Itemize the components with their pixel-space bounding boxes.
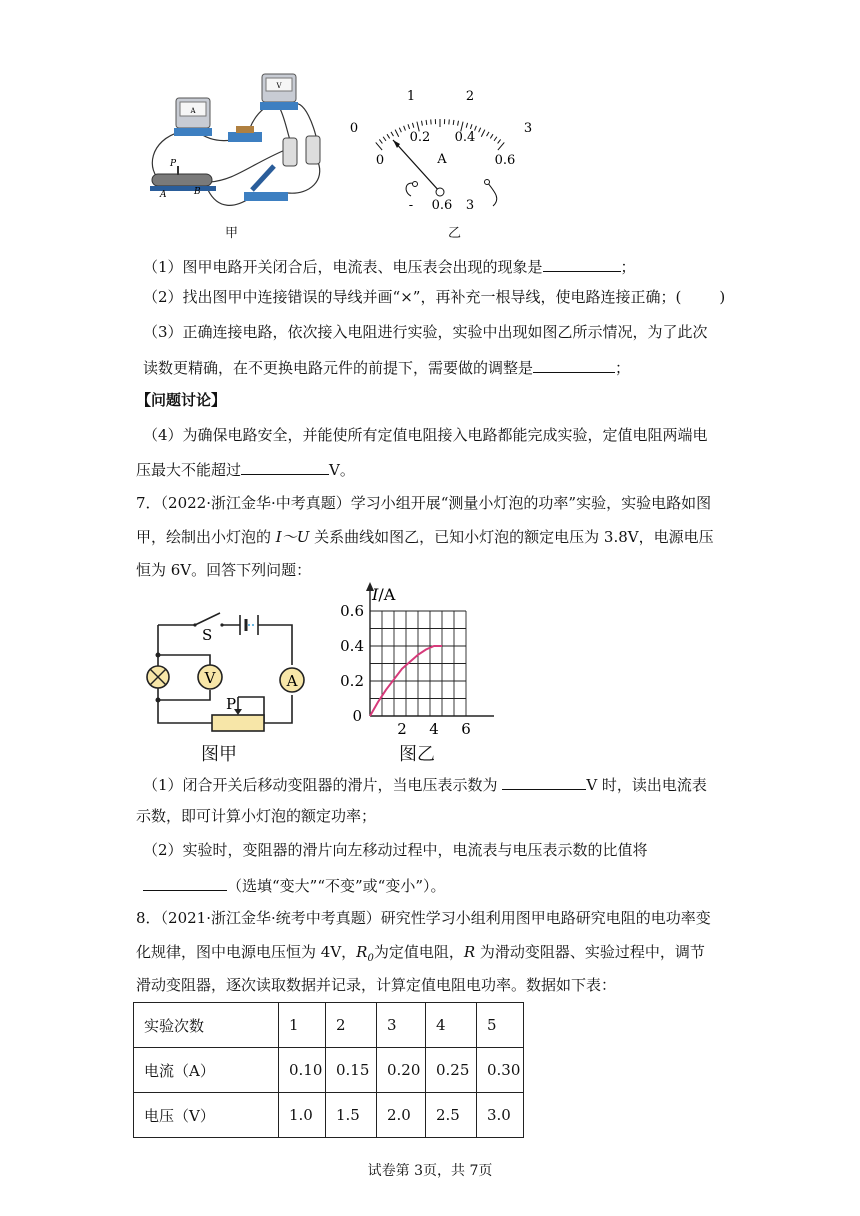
dial-tick	[391, 132, 393, 136]
table-cell: 3.0	[477, 1093, 524, 1138]
dial-tick	[376, 142, 382, 150]
table-row	[134, 1048, 524, 1093]
table-cell: 3	[377, 1003, 426, 1048]
x-tick-label: 4	[429, 720, 439, 738]
dial-top-2: 2	[465, 89, 475, 104]
rheostat-device	[150, 159, 216, 200]
x-tick-label: 2	[397, 720, 407, 738]
q7-part2-line1: （2）实验时，变阻器的滑片向左移动过程中，电流表与电压表示数的比值将	[143, 841, 648, 859]
q6-blank-3[interactable]	[533, 356, 615, 373]
table-cell: 0.30	[477, 1048, 524, 1093]
ammeter-tag: A	[190, 107, 196, 115]
battery-2	[306, 136, 320, 164]
ammeter-symbol	[280, 668, 304, 692]
table-cell: 1.5	[326, 1093, 377, 1138]
dial-tick	[408, 124, 410, 129]
data-table	[133, 1002, 524, 1138]
table-row	[134, 1093, 524, 1138]
voltmeter-device	[260, 74, 298, 110]
q6-part4-line1: （4）为确保电路安全，并能使所有定值电阻接入电路都能完成实验，定值电阻两端电	[143, 426, 708, 444]
rheostat-p-label: P	[170, 159, 177, 169]
graph-caption: 图乙	[399, 744, 435, 765]
q6-part3-line2: 读数更精确，在不更换电路元件的前提下，需要做的调整是 ；	[143, 356, 630, 378]
table-cell: 电压（V）	[134, 1093, 279, 1138]
dial-bottom-0-6: 0.6	[494, 153, 516, 168]
table-cell: 2	[326, 1003, 377, 1048]
q7-stem-line1: 7．（2022·浙江金华·中考真题）学习小组开展“测量小灯泡的功率”实验，实验电路如图	[136, 494, 712, 512]
dial-tick	[421, 121, 422, 126]
ammeter-dial-figure	[345, 84, 535, 216]
table-cell: 实验次数	[134, 1003, 279, 1048]
terminal-3: 3	[465, 198, 475, 213]
q6-part3-line1: （3）正确连接电路，依次接入电阻进行实验，实验中出现如图乙所示情况，为了此次	[143, 323, 708, 341]
table-cell: 电流（A）	[134, 1048, 279, 1093]
q6-blank-1[interactable]	[543, 255, 621, 272]
dial-tick	[412, 123, 413, 128]
dial-top-1: 1	[406, 89, 416, 104]
dial-tick	[395, 130, 399, 137]
iu-chart	[330, 578, 500, 740]
slider-label: P	[226, 695, 237, 713]
switch-device	[244, 166, 288, 201]
dial-tick	[470, 124, 472, 129]
voltmeter-tag: V	[276, 82, 282, 90]
dial-bottom-0-4: 0.4	[454, 130, 476, 145]
rheostat-symbol	[212, 715, 264, 731]
q8-stem-line3: 滑动变阻器，逐次读取数据并记录，计算定值电阻电功率。数据如下表：	[136, 976, 617, 994]
dial-tick	[399, 128, 401, 133]
dial-tick	[387, 134, 390, 138]
dial-tick	[498, 139, 501, 143]
resistor-board	[228, 132, 262, 142]
q6-part2: （2）找出图甲中连接错误的导线并画“×”，再补充一根导线，使电路连接正确；( )	[143, 288, 726, 306]
x-tick-label: 6	[461, 720, 471, 738]
table-cell: 2.5	[426, 1093, 477, 1138]
page-footer: 试卷第 3页，共 7页	[367, 1163, 493, 1179]
dial-tick	[487, 132, 489, 136]
dial-top-0: 0	[349, 121, 359, 136]
ammeter-device	[174, 98, 212, 136]
dial-tick	[481, 130, 485, 137]
discussion-heading: 【问题讨论】	[136, 391, 227, 409]
table-cell: 5	[477, 1003, 524, 1048]
q7-stem-line3: 恒为 6V。回答下列问题：	[136, 561, 312, 579]
table-cell: 0.25	[426, 1048, 477, 1093]
dial-tick	[494, 137, 497, 141]
dial-tick	[379, 139, 382, 143]
svg-text:V: V	[204, 669, 216, 687]
dial-bottom-0: 0	[375, 153, 385, 168]
dial-tick	[490, 134, 493, 138]
voltmeter-symbol	[198, 665, 222, 689]
table-cell: 1.0	[279, 1093, 326, 1138]
table-header-row	[134, 1003, 524, 1048]
dial-tick	[498, 142, 504, 150]
dial-tick	[479, 128, 481, 133]
dial-tick	[458, 121, 459, 126]
dial-tick	[404, 126, 406, 131]
figure-label-jia: 甲	[225, 226, 239, 241]
physical-circuit-figure	[140, 70, 340, 215]
rheostat-b-label: B	[194, 187, 201, 197]
terminal-0-6: 0.6	[431, 198, 453, 213]
y-tick-label: 0.6	[340, 602, 364, 620]
q7-blank-2[interactable]	[143, 874, 227, 891]
switch-label: S	[202, 626, 213, 644]
svg-text:A: A	[286, 672, 298, 690]
q7-part1-line1: （1）闭合开关后移动变阻器的滑片，当电压表示数为 V 时，读出电流表	[143, 773, 707, 795]
q7-part2-line2: （选填“变大”“不变”或“变小”）。	[143, 874, 446, 896]
table-cell: 0.10	[279, 1048, 326, 1093]
dial-unit-letter: A	[437, 152, 447, 167]
figure-label-yi: 乙	[448, 226, 462, 241]
dial-tick	[453, 120, 454, 125]
q6-part1: （1）图甲电路开关闭合后，电流表、电压表会出现的现象是 ；	[143, 255, 636, 277]
y-axis-label: I/A	[372, 585, 396, 604]
dial-tick	[426, 120, 427, 125]
q8-stem-line2: 化规律，图中电源电压恒为 4V，$R_0$为定值电阻，R 为滑动变阻器、实验过程中，调节	[136, 943, 705, 964]
q8-stem-line1: 8．（2021·浙江金华·统考中考真题）研究性学习小组利用图甲电路研究电阻的电功率变	[136, 909, 711, 927]
battery-1	[283, 138, 297, 166]
table-cell: 0.15	[326, 1048, 377, 1093]
dial-top-3: 3	[523, 121, 533, 136]
lamp-symbol	[147, 666, 169, 688]
resistor	[236, 126, 254, 133]
dial-tick	[383, 137, 386, 141]
q7-blank-1[interactable]	[502, 773, 586, 790]
table-cell: 4	[426, 1003, 477, 1048]
origin-label: 0	[352, 707, 362, 725]
q7-part1-line2: 示数，即可计算小灯泡的额定功率；	[136, 807, 377, 825]
table-cell: 1	[279, 1003, 326, 1048]
y-tick-label: 0.2	[340, 672, 364, 690]
dial-tick	[466, 123, 467, 128]
q6-blank-4[interactable]	[241, 458, 329, 475]
rheostat-a-label: A	[160, 190, 167, 200]
table-cell: 2.0	[377, 1093, 426, 1138]
y-tick-label: 0.4	[340, 637, 364, 655]
q7-stem-line2: 甲，绘制出小灯泡的 I～U 关系曲线如图乙，已知小灯泡的额定电压为 3.8V，电源电压	[136, 528, 714, 546]
table-cell: 0.20	[377, 1048, 426, 1093]
q6-part4-line2: 压最大不能超过 V。	[136, 458, 355, 480]
terminal-minus: -	[408, 198, 414, 213]
circuit-caption: 图甲	[201, 744, 237, 765]
dial-bottom-0-2: 0.2	[409, 130, 431, 145]
